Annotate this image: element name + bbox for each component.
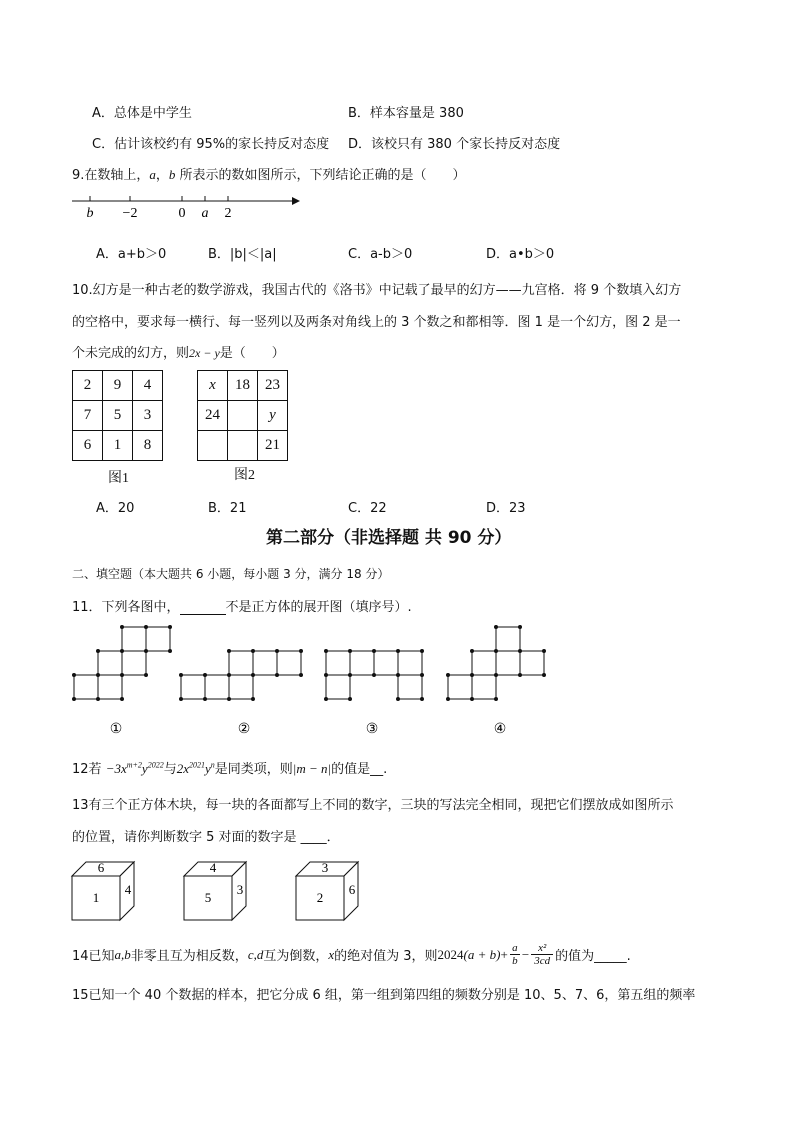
axis-label-0: 0 bbox=[178, 206, 186, 221]
q9-option-d: D．a•b＞0 bbox=[486, 247, 555, 262]
q9-option-a: A．a+b＞0 bbox=[96, 247, 167, 262]
q9-option-b: B．|b|＜|a| bbox=[208, 247, 277, 262]
fig2-cell: y bbox=[258, 401, 288, 431]
q14-stem: 14已知 a,b 非零且互为相反数， c,d 互为倒数， x 的绝对值为 3，则 2024 (a + b) + a b − x² 3cd 的值为_____. bbox=[72, 942, 631, 967]
fig2-cell: 24 bbox=[198, 401, 228, 431]
axis-label-2: 2 bbox=[224, 206, 232, 221]
fig1-caption: 图1 bbox=[108, 471, 129, 486]
magic-square-fig1 bbox=[72, 370, 163, 461]
axis-label-b: b bbox=[86, 206, 94, 221]
axis-label-a: a bbox=[201, 206, 209, 221]
cube2-side: 3 bbox=[236, 882, 244, 897]
fig2-cell bbox=[228, 431, 258, 461]
q11-stem: 11．下列各图中， 不是正方体的展开图（填序号）. bbox=[72, 600, 412, 615]
number-line-diagram bbox=[70, 190, 300, 222]
cube3-front: 2 bbox=[316, 890, 324, 905]
section-heading: 二、填空题（本大题共 6 小题，每小题 3 分，满分 18 分） bbox=[72, 567, 390, 581]
net-label-1: ① bbox=[109, 722, 123, 737]
fig2-cell: x bbox=[198, 371, 228, 401]
q8-option-c: C．估计该校约有 95%的家长持反对态度 bbox=[92, 137, 330, 152]
fig2-caption: 图2 bbox=[234, 468, 255, 483]
cube2-front: 5 bbox=[204, 890, 212, 905]
fig1-cell: 2 bbox=[73, 371, 103, 401]
q13-line-1: 13有三个正方体木块，每一块的各面都写上不同的数字，三块的写法完全相同，现把它们摆放成如图所示 bbox=[72, 798, 674, 813]
fig1-cell: 9 bbox=[103, 371, 133, 401]
q9-option-c: C．a-b＞0 bbox=[348, 247, 413, 262]
q10-line-2: 的空格中，要求每一横行、每一竖列以及两条对角线上的 3 个数之和都相等．图 1 是一个幻方，图 2 是一 bbox=[72, 315, 681, 330]
q10-line-1: 10.幻方是一种古老的数学游戏，我国古代的《洛书》中记载了最早的幻方——九宫格．将 9 个数填入幻方 bbox=[72, 283, 682, 298]
cube1-top: 6 bbox=[97, 860, 105, 875]
fig1-cell: 4 bbox=[133, 371, 163, 401]
q15-line-1: 15已知一个 40 个数据的样本，把它分成 6 组，第一组到第四组的频数分别是 10、5、7、6，第五组的频率 bbox=[72, 988, 696, 1003]
q10-option-a: A．20 bbox=[96, 501, 135, 516]
q12-stem: 12若 $-3x^{m+2}y^{2022}$与$2x^{2021}y^n$是同类项，则|m − n|的值是__. bbox=[72, 760, 388, 777]
q13-line-2: 的位置，请你判断数字 5 对面的数字是 ____． bbox=[72, 830, 340, 845]
fig2-cell bbox=[228, 401, 258, 431]
q8-option-d: D．该校只有 380 个家长持反对态度 bbox=[348, 137, 561, 152]
axis-label-neg2: −2 bbox=[122, 206, 138, 221]
q8-option-a: A．总体是中学生 bbox=[92, 106, 192, 121]
net-label-3: ③ bbox=[365, 722, 379, 737]
net-label-2: ② bbox=[237, 722, 251, 737]
fig2-cell bbox=[198, 431, 228, 461]
cube1-side: 4 bbox=[124, 882, 132, 897]
fig2-cell: 18 bbox=[228, 371, 258, 401]
cube3-top: 3 bbox=[321, 860, 329, 875]
fig1-cell: 5 bbox=[103, 401, 133, 431]
fig1-cell: 8 bbox=[133, 431, 163, 461]
fig1-cell: 7 bbox=[73, 401, 103, 431]
q9-stem: 9.在数轴上，a，b 所表示的数如图所示，下列结论正确的是（ ） bbox=[72, 167, 466, 183]
q10-option-d: D．23 bbox=[486, 501, 526, 516]
answer-blank bbox=[180, 614, 226, 615]
magic-square-fig2 bbox=[197, 370, 288, 461]
part2-title: 第二部分（非选择题 共 90 分） bbox=[266, 528, 512, 548]
fig2-cell: 21 bbox=[258, 431, 288, 461]
fig2-cell: 23 bbox=[258, 371, 288, 401]
cube-nets-diagram bbox=[68, 620, 558, 740]
cube1-front: 1 bbox=[92, 890, 100, 905]
q10-line-3: 个未完成的幻方，则2x − y是（ ） bbox=[72, 346, 285, 361]
net-label-4: ④ bbox=[493, 722, 507, 737]
q10-option-b: B．21 bbox=[208, 501, 247, 516]
fig1-cell: 6 bbox=[73, 431, 103, 461]
fig1-cell: 1 bbox=[103, 431, 133, 461]
q8-option-b: B．样本容量是 380 bbox=[348, 106, 464, 121]
q10-option-c: C．22 bbox=[348, 501, 387, 516]
cubes-diagram bbox=[68, 856, 368, 926]
cube3-side: 6 bbox=[348, 882, 356, 897]
cube2-top: 4 bbox=[209, 860, 217, 875]
fig1-cell: 3 bbox=[133, 401, 163, 431]
